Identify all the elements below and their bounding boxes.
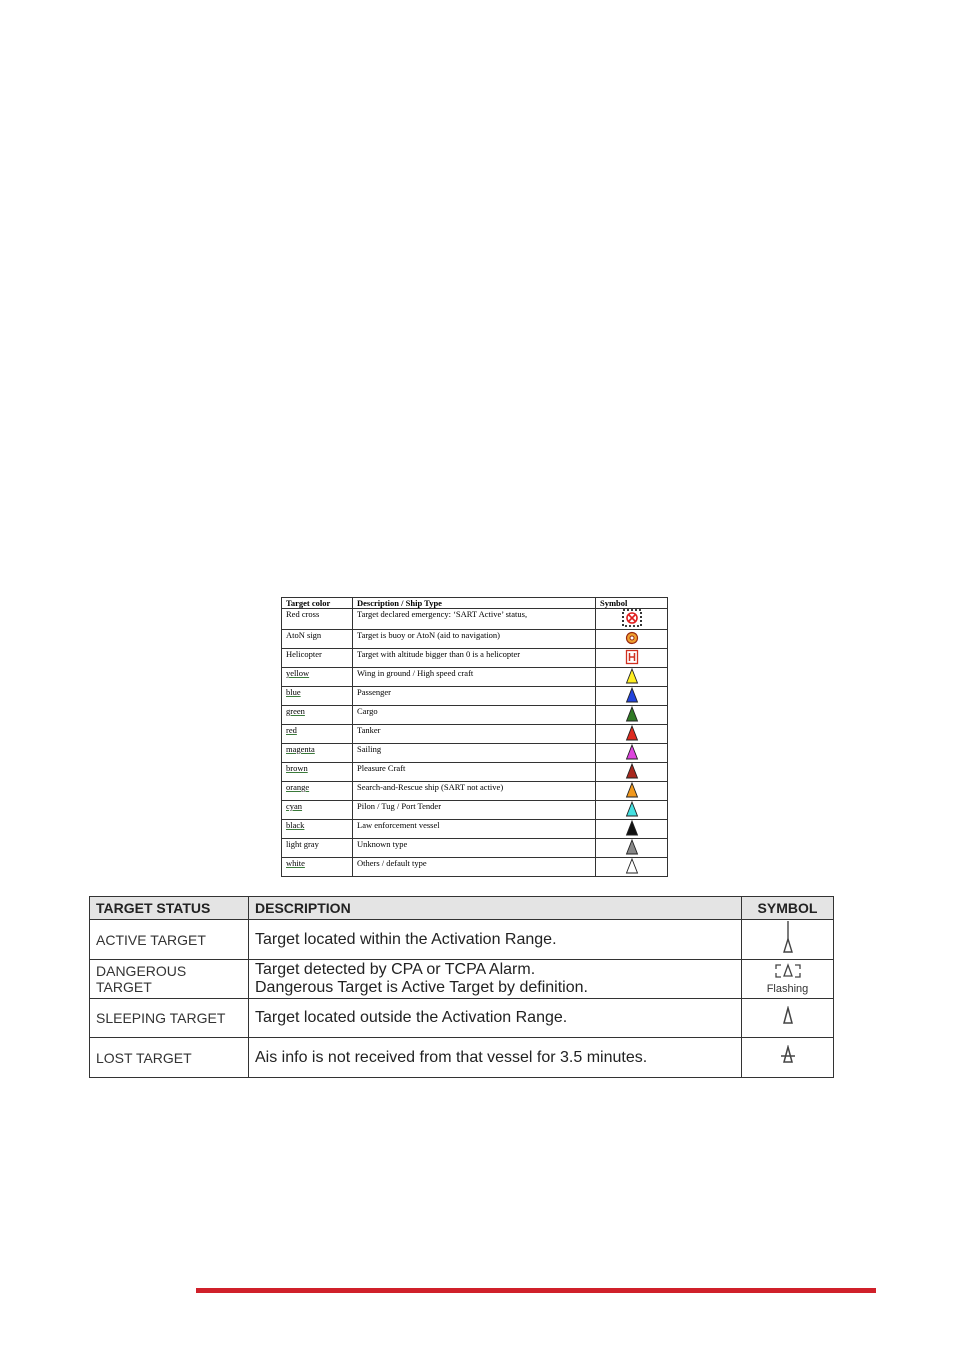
helicopter-icon xyxy=(625,649,639,665)
symbol-cell xyxy=(596,706,668,725)
target-color-table xyxy=(281,597,668,877)
target-color-label: Helicopter xyxy=(286,649,322,659)
ship-type-cell: Wing in ground / High speed craft xyxy=(353,668,596,687)
ship-type-cell: Others / default type xyxy=(353,858,596,877)
table-row xyxy=(282,763,668,782)
footer-red-bar xyxy=(196,1288,876,1293)
table-row xyxy=(282,725,668,744)
table-row xyxy=(282,858,668,877)
description-line: Dangerous Target is Active Target by definition. xyxy=(255,979,588,996)
symbol-cell xyxy=(596,649,668,668)
header-target-status: TARGET STATUS xyxy=(90,897,249,920)
description-line: Target located outside the Activation Range. xyxy=(255,1009,568,1026)
target-status-table xyxy=(89,896,834,1078)
symbol-cell xyxy=(596,820,668,839)
symbol-cell xyxy=(596,687,668,706)
triangle-icon xyxy=(625,668,639,684)
table-row xyxy=(282,630,668,649)
symbol-cell xyxy=(596,782,668,801)
sart-icon xyxy=(621,609,643,627)
target-color-cell xyxy=(282,687,353,706)
target-color-label: black xyxy=(286,820,305,830)
ship-type-cell: Target with altitude bigger than 0 is a helicopter xyxy=(353,649,596,668)
table-header-row xyxy=(90,897,834,920)
target-color-cell xyxy=(282,725,353,744)
table-row xyxy=(90,960,834,999)
symbol-cell xyxy=(596,630,668,649)
header-symbol: SYMBOL xyxy=(742,897,834,920)
symbol-cell xyxy=(742,920,834,960)
header-description: DESCRIPTION xyxy=(249,897,742,920)
flashing-label: Flashing xyxy=(766,983,809,995)
target-color-label: orange xyxy=(286,782,310,792)
ship-type-cell: Target declared emergency: ‘SART Active’ status, xyxy=(353,609,596,630)
target-color-label: red xyxy=(286,725,297,735)
target-color-cell xyxy=(282,858,353,877)
triangle-icon xyxy=(625,744,639,760)
table-row xyxy=(282,801,668,820)
triangle-icon xyxy=(625,858,639,874)
target-color-label: light gray xyxy=(286,839,319,849)
target-color-cell xyxy=(282,630,353,649)
table-row xyxy=(282,820,668,839)
triangle-icon xyxy=(625,782,639,798)
ship-type-cell: Tanker xyxy=(353,725,596,744)
target-status-cell: DANGEROUS TARGET xyxy=(90,960,249,999)
header-description: Description / Ship Type xyxy=(353,598,596,609)
target-color-label: Red cross xyxy=(286,609,320,619)
triangle-icon xyxy=(625,801,639,817)
symbol-cell xyxy=(596,609,668,630)
triangle-icon xyxy=(625,687,639,703)
symbol-cell xyxy=(742,999,834,1038)
target-color-label: AtoN sign xyxy=(286,630,322,640)
target-color-label: cyan xyxy=(286,801,303,811)
symbol-cell xyxy=(596,801,668,820)
symbol-cell xyxy=(742,1038,834,1078)
ship-type-cell: Target is buoy or AtoN (aid to navigation) xyxy=(353,630,596,649)
table-row xyxy=(282,609,668,630)
symbol-cell xyxy=(596,744,668,763)
header-symbol: Symbol xyxy=(596,598,668,609)
description-cell xyxy=(249,920,742,960)
symbol-cell xyxy=(596,725,668,744)
target-color-cell xyxy=(282,782,353,801)
triangle-icon xyxy=(625,820,639,836)
symbol-cell xyxy=(596,763,668,782)
triangle-icon xyxy=(625,839,639,855)
target-status-cell: SLEEPING TARGET xyxy=(90,999,249,1038)
description-cell xyxy=(249,960,742,999)
description-line: Ais info is not received from that vessel for 3.5 minutes. xyxy=(255,1048,648,1066)
description-cell xyxy=(249,1038,742,1078)
target-color-cell xyxy=(282,820,353,839)
table-row xyxy=(282,744,668,763)
target-color-cell xyxy=(282,744,353,763)
ship-type-cell: Sailing xyxy=(353,744,596,763)
table-row xyxy=(282,668,668,687)
table-row xyxy=(282,649,668,668)
target-color-label: green xyxy=(286,706,305,716)
target-color-cell xyxy=(282,668,353,687)
table-header-row xyxy=(282,598,668,609)
target-color-label: blue xyxy=(286,687,301,697)
triangle-icon xyxy=(625,706,639,722)
target-color-cell xyxy=(282,706,353,725)
target-status-cell: LOST TARGET xyxy=(90,1038,249,1078)
table-row xyxy=(282,782,668,801)
target-color-label: yellow xyxy=(286,668,310,678)
active-target-icon xyxy=(778,920,798,954)
ship-type-cell: Cargo xyxy=(353,706,596,725)
symbol-cell xyxy=(742,960,834,999)
triangle-icon xyxy=(625,763,639,779)
table-row xyxy=(90,999,834,1038)
description-line: Target detected by CPA or TCPA Alarm. xyxy=(255,961,536,978)
aton-icon xyxy=(625,630,639,646)
lost-target-icon xyxy=(779,1045,797,1065)
ship-type-cell: Pilon / Tug / Port Tender xyxy=(353,801,596,820)
symbol-cell xyxy=(596,858,668,877)
ship-type-cell: Search-and-Rescue ship (SART not active) xyxy=(353,782,596,801)
symbol-cell xyxy=(596,668,668,687)
target-color-cell xyxy=(282,763,353,782)
header-target-color: Target color xyxy=(282,598,353,609)
target-color-cell xyxy=(282,801,353,820)
table-row xyxy=(90,920,834,960)
target-color-cell xyxy=(282,649,353,668)
dangerous-target-icon xyxy=(774,963,802,979)
target-status-cell: ACTIVE TARGET xyxy=(90,920,249,960)
ship-type-cell: Law enforcement vessel xyxy=(353,820,596,839)
triangle-icon xyxy=(625,725,639,741)
target-color-cell xyxy=(282,609,353,630)
target-color-label: white xyxy=(286,858,305,868)
description-line: Target located within the Activation Range. xyxy=(255,930,557,948)
target-color-cell xyxy=(282,839,353,858)
symbol-cell xyxy=(596,839,668,858)
ship-type-cell: Unknown type xyxy=(353,839,596,858)
table-row xyxy=(282,706,668,725)
ship-type-cell: Pleasure Craft xyxy=(353,763,596,782)
target-color-label: brown xyxy=(286,763,308,773)
description-cell xyxy=(249,999,742,1038)
table-row xyxy=(282,839,668,858)
sleeping-target-icon xyxy=(780,1006,796,1026)
table-row xyxy=(90,1038,834,1078)
target-color-label: magenta xyxy=(286,744,315,754)
ship-type-cell: Passenger xyxy=(353,687,596,706)
table-row xyxy=(282,687,668,706)
